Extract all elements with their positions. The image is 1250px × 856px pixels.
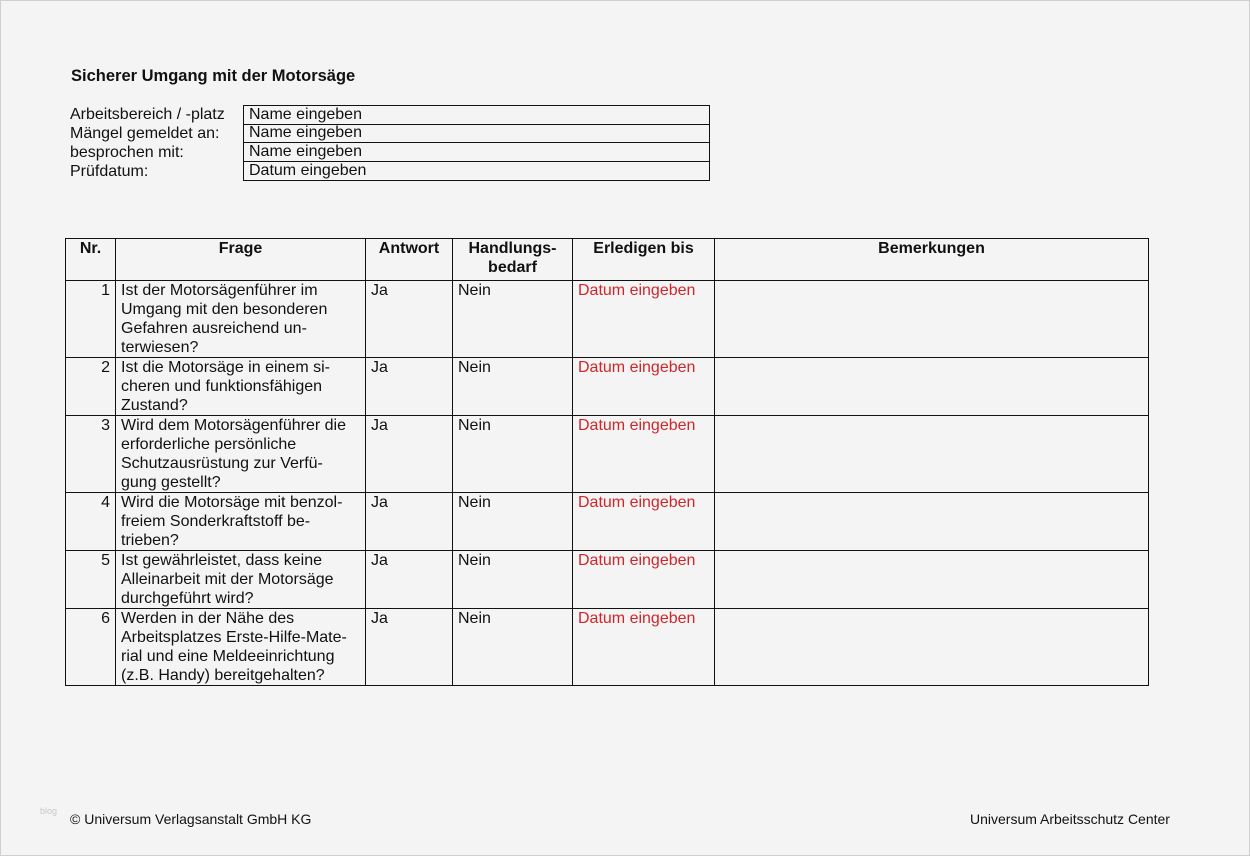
remarks-cell[interactable]: [715, 493, 1149, 551]
due-date-cell[interactable]: Datum eingeben: [573, 358, 715, 416]
answer-cell[interactable]: Ja: [366, 493, 453, 551]
page-title: Sicherer Umgang mit der Motorsäge: [71, 67, 356, 85]
table-row: [66, 281, 1149, 358]
header-frage: Frage: [116, 239, 366, 281]
question-cell: Wird die Motorsäge mit benzol- freiem Sonderkraftstoff be- trieben?: [116, 493, 366, 551]
action-needed-cell[interactable]: Nein: [453, 493, 573, 551]
header-handlungsbedarf: Handlungs- bedarf: [453, 239, 573, 281]
besprochen-mit-field[interactable]: Name eingeben: [243, 143, 710, 162]
remarks-cell[interactable]: [715, 551, 1149, 609]
question-cell: Ist der Motorsägenführer im Umgang mit den besonderen Gefahren ausreichend un- terwiesen?: [116, 281, 366, 358]
checklist-table: [65, 238, 1149, 686]
header-bemerkungen: Bemerkungen: [715, 239, 1149, 281]
footer-brand: Universum Arbeitsschutz Center: [970, 811, 1170, 827]
maengel-gemeldet-field[interactable]: Name eingeben: [243, 124, 710, 143]
arbeitsbereich-field[interactable]: Name eingeben: [243, 105, 710, 125]
due-date-cell[interactable]: Datum eingeben: [573, 609, 715, 686]
question-cell: Werden in der Nähe des Arbeitsplatzes Erste-Hilfe-Mate- rial und eine Meldeeinrichtung (z.B. Handy) bereitgehalten?: [116, 609, 366, 686]
due-date-cell[interactable]: Datum eingeben: [573, 493, 715, 551]
action-needed-cell[interactable]: Nein: [453, 609, 573, 686]
question-cell: Ist die Motorsäge in einem si- cheren und funktionsfähigen Zustand?: [116, 358, 366, 416]
meta-label: Mängel gemeldet an:: [70, 125, 220, 142]
row-number: 1: [66, 281, 116, 358]
table-header-row: [66, 239, 1149, 281]
answer-cell[interactable]: Ja: [366, 358, 453, 416]
meta-label: besprochen mit:: [70, 144, 184, 161]
answer-cell[interactable]: Ja: [366, 281, 453, 358]
question-cell: Wird dem Motorsägenführer die erforderliche persönliche Schutzausrüstung zur Verfü- gung gestellt?: [116, 416, 366, 493]
row-number: 6: [66, 609, 116, 686]
table-row: [66, 551, 1149, 609]
header-nr: Nr.: [66, 239, 116, 281]
meta-label: Arbeitsbereich / -platz: [70, 106, 225, 123]
meta-row: [70, 105, 710, 124]
table-row: [66, 609, 1149, 686]
table-row: [66, 358, 1149, 416]
due-date-cell[interactable]: Datum eingeben: [573, 551, 715, 609]
remarks-cell[interactable]: [715, 281, 1149, 358]
pruefdatum-field[interactable]: Datum eingeben: [243, 162, 710, 181]
watermark: blog: [40, 806, 58, 816]
table-row: [66, 416, 1149, 493]
header-antwort: Antwort: [366, 239, 453, 281]
row-number: 5: [66, 551, 116, 609]
remarks-cell[interactable]: [715, 416, 1149, 493]
meta-row: [70, 124, 710, 143]
meta-row: [70, 143, 710, 162]
question-cell: Ist gewährleistet, dass keine Alleinarbeit mit der Motorsäge durchgeführt wird?: [116, 551, 366, 609]
answer-cell[interactable]: Ja: [366, 416, 453, 493]
remarks-cell[interactable]: [715, 358, 1149, 416]
row-number: 2: [66, 358, 116, 416]
meta-label: Prüfdatum:: [70, 163, 149, 180]
header-erledigen-bis: Erledigen bis: [573, 239, 715, 281]
action-needed-cell[interactable]: Nein: [453, 551, 573, 609]
answer-cell[interactable]: Ja: [366, 551, 453, 609]
remarks-cell[interactable]: [715, 609, 1149, 686]
row-number: 4: [66, 493, 116, 551]
due-date-cell[interactable]: Datum eingeben: [573, 416, 715, 493]
meta-row: [70, 162, 710, 181]
action-needed-cell[interactable]: Nein: [453, 281, 573, 358]
action-needed-cell[interactable]: Nein: [453, 416, 573, 493]
table-row: [66, 493, 1149, 551]
action-needed-cell[interactable]: Nein: [453, 358, 573, 416]
row-number: 3: [66, 416, 116, 493]
answer-cell[interactable]: Ja: [366, 609, 453, 686]
footer-copyright: © Universum Verlagsanstalt GmbH KG: [70, 811, 312, 827]
meta-form: [70, 105, 710, 181]
due-date-cell[interactable]: Datum eingeben: [573, 281, 715, 358]
